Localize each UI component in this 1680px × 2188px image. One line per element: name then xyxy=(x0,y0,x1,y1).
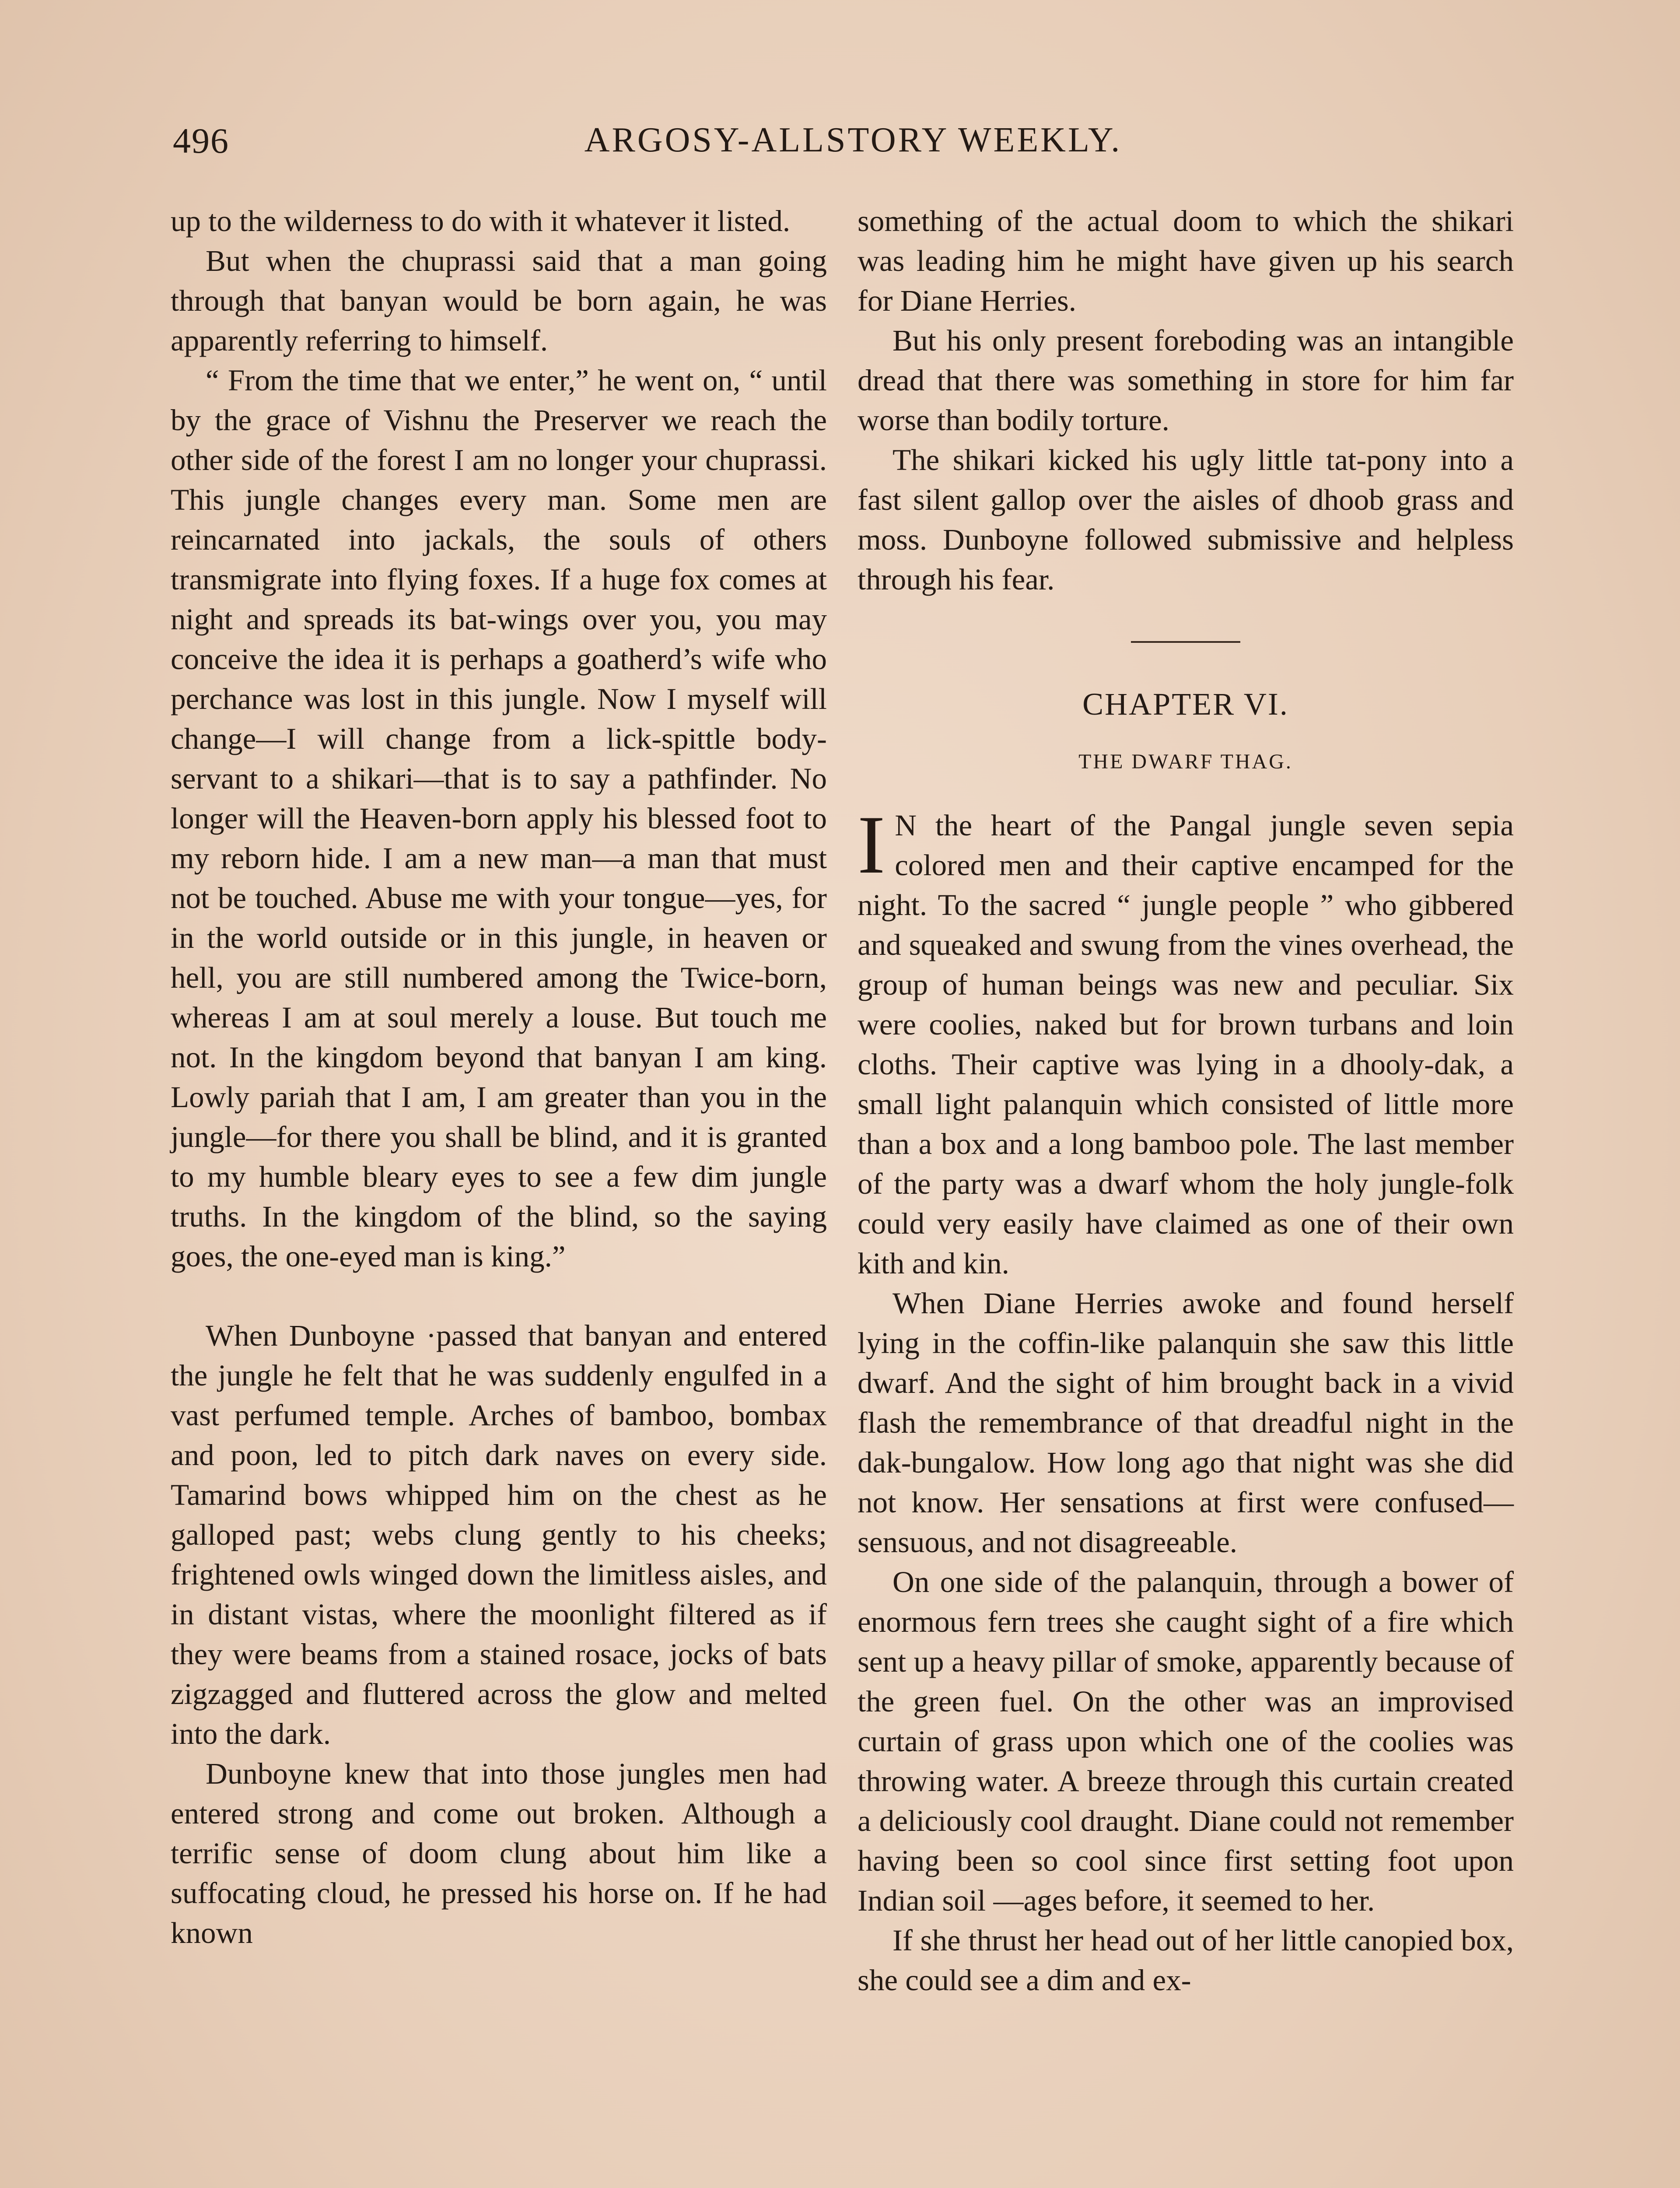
chapter-subtitle: THE DWARF THAG. xyxy=(1078,750,1293,773)
paragraph: “ From the time that we enter,” he went on, “ until by the grace of Vishnu the Preserver we reach the other side of the forest I am no longer your chuprassi. This jungle changes every man. Some men are reincarnated into jackals, the souls of others transmigrate into flying foxes. If a huge fox comes at night and spreads its bat-wings over you, you may conceive the idea it is perhaps a goatherd’s wife who perchance was lost in this jungle. Now I myself will change—I will change from a lick-spittle body-servant to a shikari—that is to say a pathfinder. No longer will the Heaven-born apply his blessed foot to my reborn hide. I am a new man—a man that must not be touched. Abuse me with your tongue—yes, for in the world outside or in this jungle, in heaven or hell, you are still numbered among the Twice-born, whereas I am at soul merely a louse. But touch me not. In the kingdom beyond that banyan I am king. Lowly pariah that I am, I am greater than you in the jungle—for there you shall be blind, and it is granted to my humble bleary eyes to see a few dim jungle truths. In the kingdom of the blind, so the saying goes, the one-eyed man is king.” xyxy=(171,364,827,1273)
running-title: ARGOSY-ALLSTORY WEEKLY. xyxy=(584,121,1122,159)
paragraph: The shikari kicked his ugly little tat-pony into a fast silent gallop over the aisles of dhoob grass and moss. Dunboyne followed submissive and helpless through his fear. xyxy=(858,443,1514,596)
paragraph: But when the chuprassi said that a man going through that banyan would be born again, he was apparently referring to himself. xyxy=(171,244,827,357)
paragraph: up to the wilderness to do with it whatever it listed. xyxy=(171,204,791,238)
section-break xyxy=(171,1276,827,1316)
paragraph: something of the actual doom to which the shikari was leading him he might have given up his search for Diane Herries. xyxy=(858,204,1514,317)
divider-rule xyxy=(1131,641,1240,643)
paragraph: But his only present foreboding was an intangible dread that there was something in store for him far worse than bodily torture. xyxy=(858,324,1514,437)
chapter-opening-text: N the heart of the Pangal jungle seven sepia colored men and their captive encamped for the night. To the sacred “ jungle people ” who gibbered and squeaked and swung from the vines overhead, the group of human beings was new and peculiar. Six were coolies, naked but for brown turbans and loin cloths. Their captive was lying in a dhooly-dak, a small light palanquin which consisted of little more than a box and a long bamboo pole. The last member of the party was a dwarf whom the holy jungle-folk could very easily have claimed as one of their own kith and kin. xyxy=(858,809,1514,1280)
right-column xyxy=(858,201,1514,2000)
paragraph: If she thrust her head out of her little canopied box, she could see a dim and ex- xyxy=(858,1924,1514,1997)
paragraph: When Dunboyne ·passed that banyan and entered the jungle he felt that he was suddenly engulfed in a vast perfumed temple. Arches of bamboo, bombax and poon, led to pitch dark naves on every side. Tamarind bows whipped him on the chest as he galloped past; webs clung gently to his cheeks; frightened owls winged down the limitless aisles, and in distant vistas, where the moonlight filtered as if they were beams from a stained rosace, jocks of bats zigzagged and fluttered across the glow and melted into the dark. xyxy=(171,1319,827,1750)
paragraph: On one side of the palanquin, through a bower of enormous fern trees she caught sight of a fire which sent up a heavy pillar of smoke, apparently because of the green fuel. On the other was an improvised curtain of grass upon which one of the coolies was throwing water. A breeze through this curtain created a deliciously cool draught. Diane could not remember having been so cool since first setting foot upon Indian soil —ages before, it seemed to her. xyxy=(858,1565,1514,1917)
paragraph: When Diane Herries awoke and found herself lying in the coffin-like palanquin she saw this little dwarf. And the sight of him brought back in a vivid flash the remembrance of that dreadful night in the dak-bungalow. How long ago that night was she did not know. Her sensations at first were confused—sensuous, and not disagreeable. xyxy=(858,1287,1514,1559)
page-header xyxy=(0,0,1680,184)
paragraph: Dunboyne knew that into those jungles men had entered strong and come out broken. Although a terrific sense of doom clung about him like a suffocating cloud, he pressed his horse on. If he had known xyxy=(171,1757,827,1950)
chapter-title: CHAPTER VI. xyxy=(1082,687,1289,722)
chapter-opening-paragraph xyxy=(858,799,1514,1283)
page-number: 496 xyxy=(173,121,229,161)
drop-cap: I xyxy=(858,799,886,891)
left-column xyxy=(171,201,827,1953)
